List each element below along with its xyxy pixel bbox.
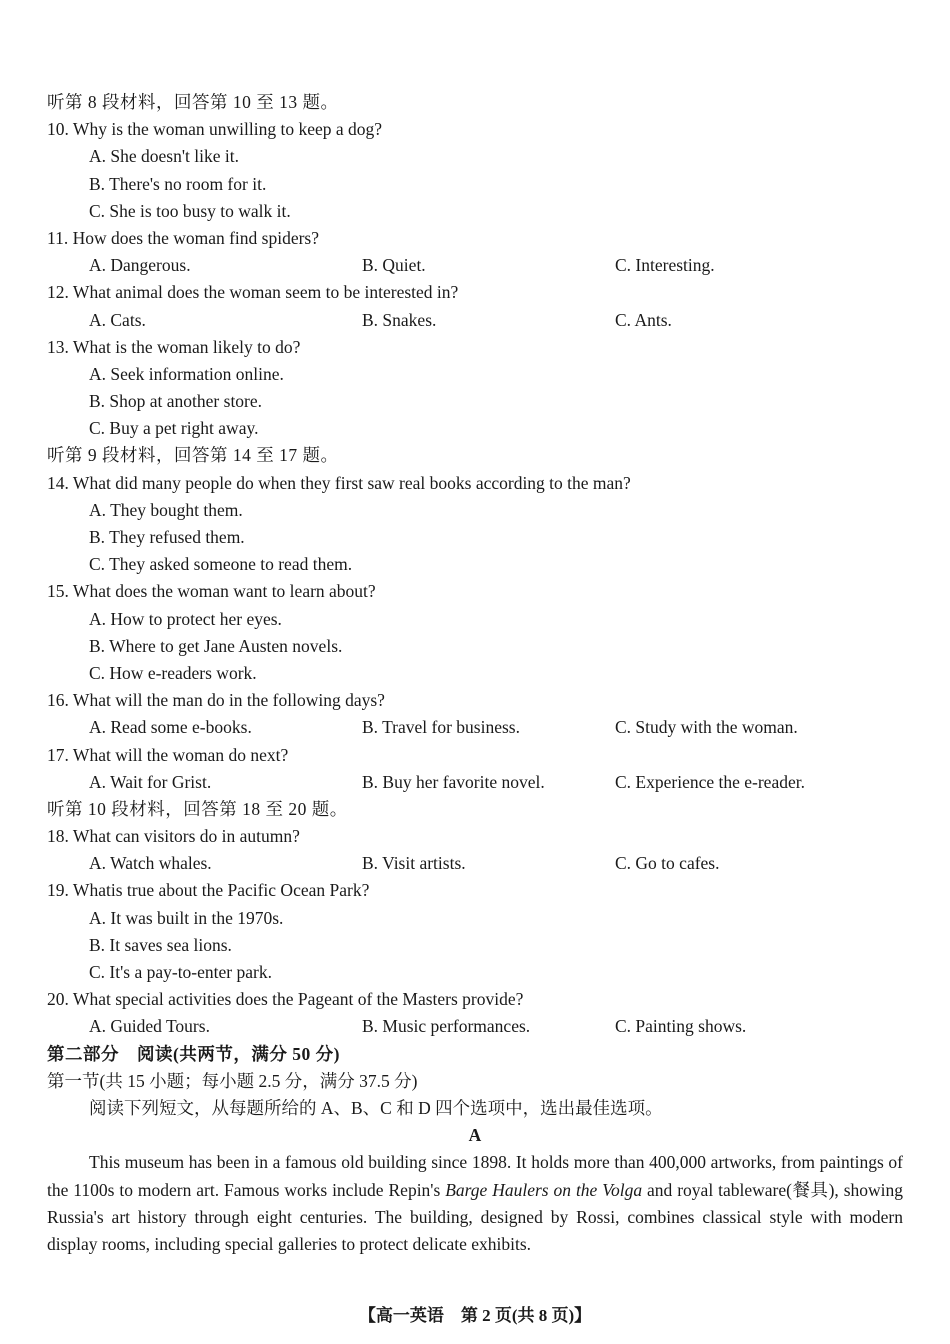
answer-option: C. Painting shows. bbox=[615, 1016, 747, 1037]
answer-option: A. How to protect her eyes. bbox=[89, 608, 282, 629]
answer-option: A. Dangerous. bbox=[89, 255, 191, 276]
question-stem: 10. Why is the woman unwilling to keep a dog? bbox=[47, 119, 383, 140]
exam-page-content bbox=[47, 89, 903, 1258]
passage-a-text bbox=[47, 1149, 903, 1258]
answer-option: A. Read some e-books. bbox=[89, 717, 252, 738]
page-footer: 【高一英语 第 2 页(共 8 页)】 bbox=[358, 1306, 592, 1325]
option-row bbox=[47, 1013, 903, 1040]
answer-option: B. Visit artists. bbox=[362, 853, 466, 874]
passage-text-2: and royal tableware(餐具), showing Russia's art history through eight centuries. The building, designed by Rossi, combines classical style with modern display rooms, including special galleries to protect delicate exhibits. bbox=[47, 1179, 904, 1254]
listening-section bbox=[47, 89, 903, 1041]
answer-option: B. Quiet. bbox=[362, 255, 426, 276]
answer-option: C. Buy a pet right away. bbox=[89, 418, 259, 439]
question-stem: 19. Whatis true about the Pacific Ocean Park? bbox=[47, 880, 370, 901]
answer-option: B. Snakes. bbox=[362, 309, 437, 330]
option-row bbox=[47, 252, 903, 279]
question-stem: 13. What is the woman likely to do? bbox=[47, 336, 301, 357]
option-row bbox=[47, 769, 903, 796]
question-stem: 11. How does the woman find spiders? bbox=[47, 227, 320, 248]
answer-option: B. Buy her favorite novel. bbox=[362, 771, 545, 792]
question-stem: 18. What can visitors do in autumn? bbox=[47, 826, 300, 847]
answer-option: A. They bought them. bbox=[89, 499, 243, 520]
question-stem: 17. What will the woman do next? bbox=[47, 744, 289, 765]
answer-option: A. Cats. bbox=[89, 309, 146, 330]
part2-title: 第二部分 阅读(共两节，满分 50 分) bbox=[47, 1043, 340, 1064]
question-stem: 16. What will the man do in the following days? bbox=[47, 690, 385, 711]
answer-option: C. Study with the woman. bbox=[615, 717, 798, 738]
option-row bbox=[47, 307, 903, 334]
answer-option: C. Ants. bbox=[615, 309, 672, 330]
answer-option: A. Guided Tours. bbox=[89, 1016, 210, 1037]
question-stem: 12. What animal does the woman seem to be interested in? bbox=[47, 282, 459, 303]
option-row bbox=[47, 714, 903, 741]
question-stem: 15. What does the woman want to learn about? bbox=[47, 581, 376, 602]
answer-option: C. Interesting. bbox=[615, 255, 715, 276]
answer-option: B. Music performances. bbox=[362, 1016, 531, 1037]
section-heading: 听第 8 段材料，回答第 10 至 13 题。 bbox=[47, 92, 339, 112]
answer-option: B. Shop at another store. bbox=[89, 391, 263, 412]
answer-option: C. Go to cafes. bbox=[615, 853, 720, 874]
passage-text-1: This museum has been in a famous old building since 1898. It holds more than 400,000 artworks, from paintings of the 1100s to modern art. Famous works include Repin's bbox=[47, 1152, 903, 1200]
answer-option: C. They asked someone to read them. bbox=[89, 554, 353, 575]
answer-option: B. There's no room for it. bbox=[89, 173, 267, 194]
answer-option: A. Watch whales. bbox=[89, 853, 212, 874]
option-row bbox=[47, 850, 903, 877]
section-heading: 听第 10 段材料，回答第 18 至 20 题。 bbox=[47, 798, 348, 819]
answer-option: A. Wait for Grist. bbox=[89, 771, 212, 792]
answer-option: B. Where to get Jane Austen novels. bbox=[89, 635, 343, 656]
answer-option: B. They refused them. bbox=[89, 527, 245, 547]
answer-option: A. Seek information online. bbox=[89, 363, 284, 384]
answer-option: C. How e-readers work. bbox=[89, 662, 257, 683]
answer-option: C. Experience the e-reader. bbox=[615, 771, 805, 792]
answer-option: B. Travel for business. bbox=[362, 717, 520, 738]
answer-option: A. She doesn't like it. bbox=[89, 146, 239, 167]
passage-title-italic: Barge Haulers on the Volga bbox=[445, 1179, 643, 1200]
answer-option: A. It was built in the 1970s. bbox=[89, 907, 284, 928]
answer-option: C. It's a pay-to-enter park. bbox=[89, 962, 272, 982]
passage-label: A bbox=[468, 1125, 482, 1146]
answer-option: C. She is too busy to walk it. bbox=[89, 200, 291, 221]
question-stem: 20. What special activities does the Pageant of the Masters provide? bbox=[47, 989, 524, 1010]
section-heading: 听第 9 段材料，回答第 14 至 17 题。 bbox=[47, 445, 339, 466]
reading-instruction: 阅读下列短文，从每题所给的 A、B、C 和 D 四个选项中，选出最佳选项。 bbox=[89, 1097, 663, 1118]
answer-option: B. It saves sea lions. bbox=[89, 934, 232, 955]
question-stem: 14. What did many people do when they first saw real books according to the man? bbox=[47, 472, 631, 493]
section1-title: 第一节(共 15 小题；每小题 2.5 分，满分 37.5 分) bbox=[47, 1070, 418, 1091]
